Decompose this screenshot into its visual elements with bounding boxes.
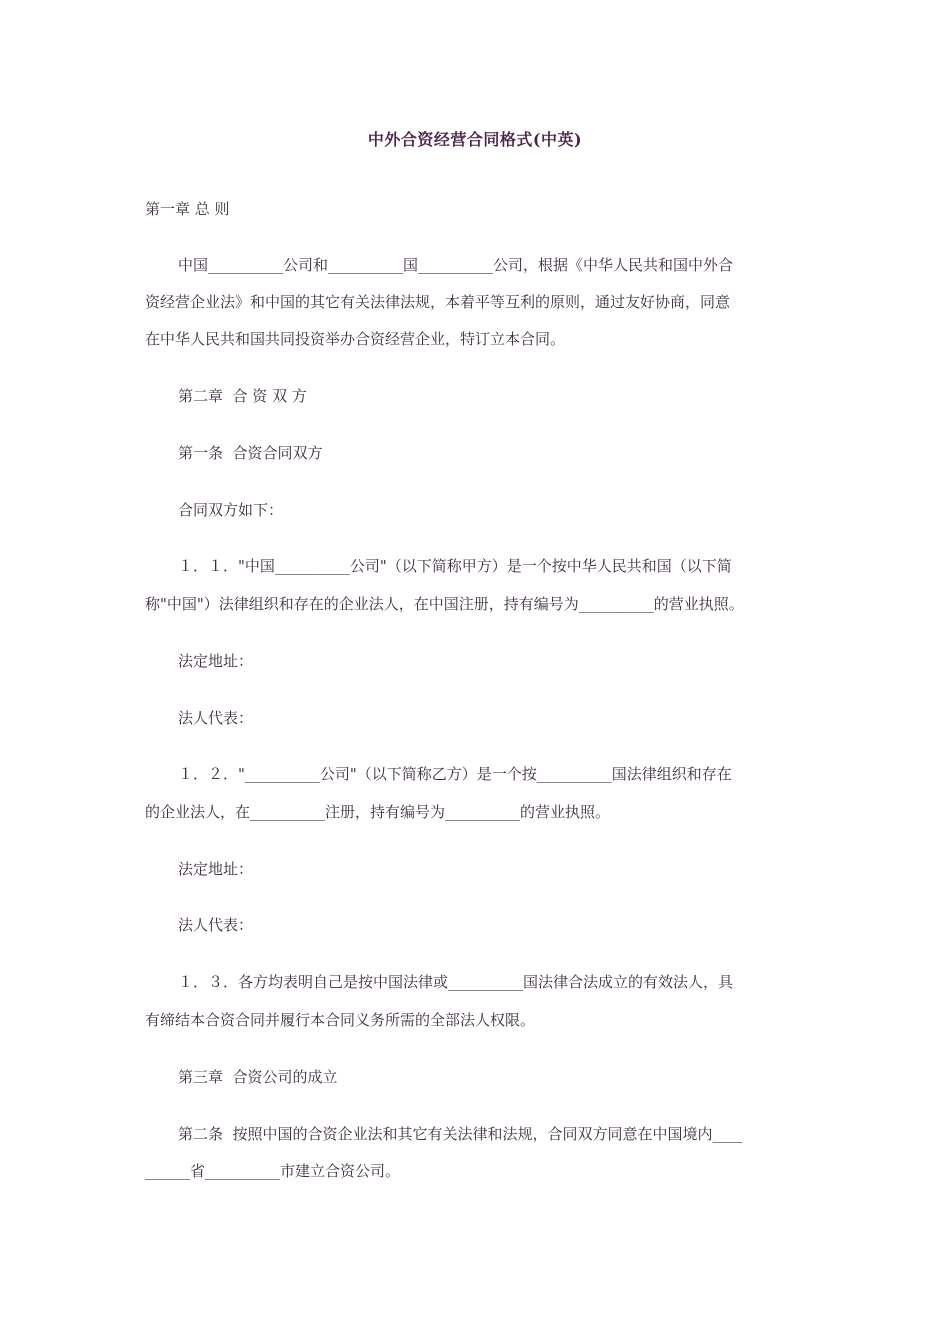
clause-1-1-line-2: 称"中国"）法律组织和存在的企业法人，在中国注册，持有编号为__________的营业执照。 [145, 595, 744, 613]
clause-1-2-line-1: １．２．"__________公司"（以下简称乙方）是一个按__________国法律组织和存在 [178, 765, 732, 783]
party-a-address-label: 法定地址： [178, 652, 254, 670]
chapter-1-heading: 第一章 总 则 [145, 200, 230, 218]
document-title: 中外合资经营合同格式(中英) [367, 130, 583, 149]
clause-1-1-line-1: １．１．"中国__________公司"（以下简称甲方）是一个按中华人民共和国（以下简 [178, 557, 732, 575]
clause-1-2-line-2: 的企业法人，在__________注册，持有编号为__________的营业执照。 [145, 803, 611, 821]
chapter-2-heading: 第二章 合 资 双 方 [178, 387, 307, 405]
article-1-heading: 第一条 合资合同双方 [178, 444, 323, 462]
party-b-representative-label: 法人代表： [178, 916, 254, 934]
chapter-3-heading: 第三章 合资公司的成立 [178, 1068, 338, 1086]
party-b-address-label: 法定地址： [178, 860, 254, 878]
parties-intro: 合同双方如下： [178, 501, 284, 519]
clause-1-3-line-2: 有缔结本合资合同并履行本合同义务所需的全部法人权限。 [145, 1011, 536, 1029]
intro-paragraph-line-2: 资经营企业法》和中国的其它有关法律法规，本着平等互利的原则，通过友好协商，同意 [145, 293, 731, 311]
intro-paragraph-line-3: 在中华人民共和国共同投资举办合资经营企业，特订立本合同。 [145, 330, 566, 348]
article-2-line-1: 第二条 按照中国的合资企业法和其它有关法律和法规，合同双方同意在中国境内____ [178, 1125, 743, 1143]
clause-1-3-line-1: １．３．各方均表明自己是按中国法律或__________国法律合法成立的有效法人，具 [178, 973, 734, 991]
intro-paragraph-line-1: 中国__________公司和__________国__________公司，根据《中华人民共和国中外合 [178, 256, 734, 274]
party-a-representative-label: 法人代表： [178, 709, 254, 727]
article-2-line-2: ______省__________市建立合资公司。 [145, 1162, 401, 1180]
